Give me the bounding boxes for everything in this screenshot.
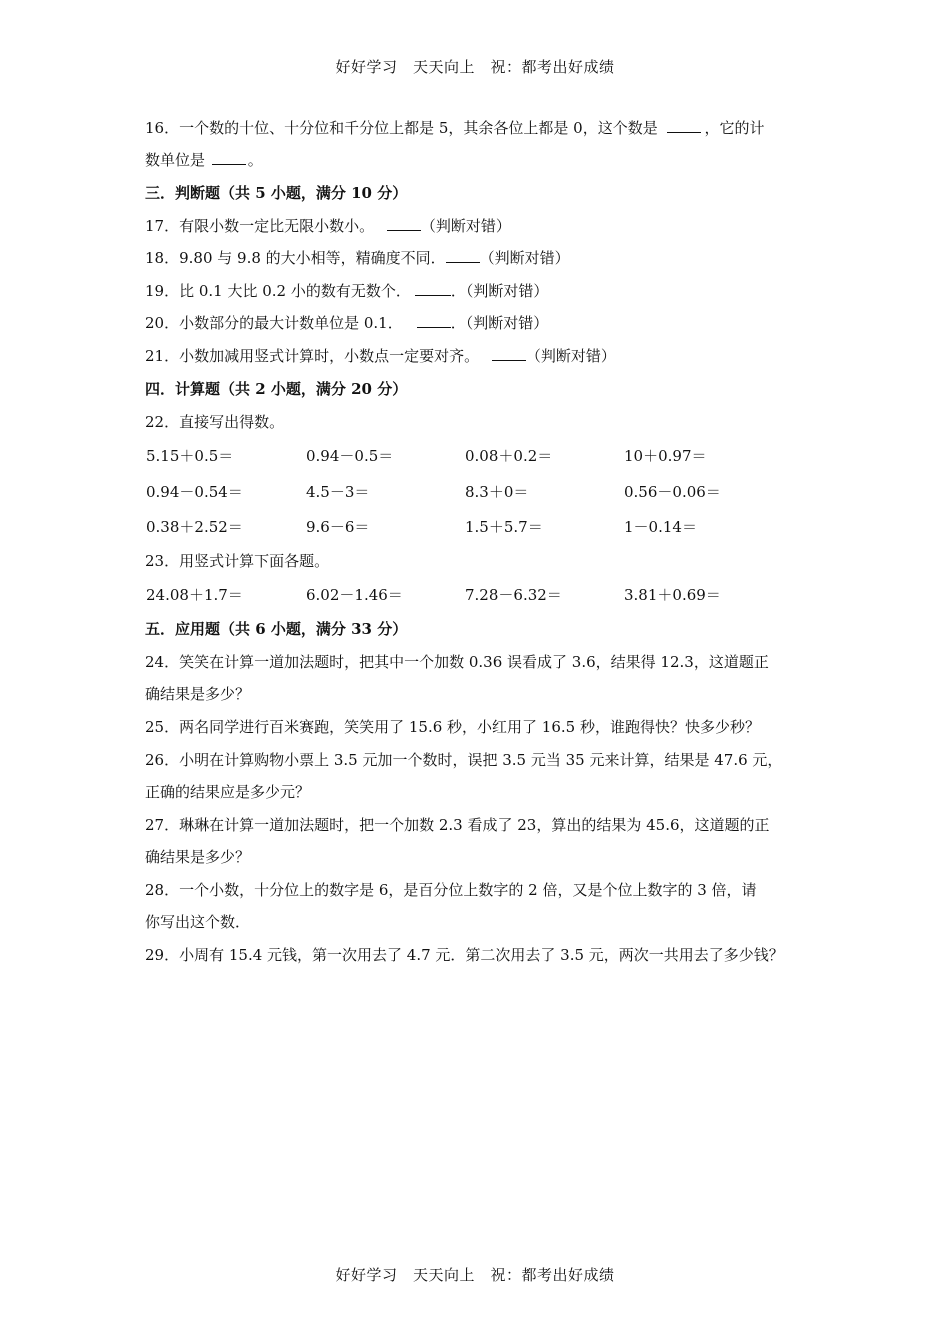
q22-item: 8.3＋0＝ (465, 483, 529, 501)
q19-blank[interactable] (415, 281, 451, 296)
question-26-line-1: 26．小明在计算购物小票上 3.5 元加一个数时，误把 3.5 元当 35 元来计算，结果是 47.6 元， (145, 751, 783, 769)
question-25: 25．两名同学进行百米赛跑，笑笑用了 15.6 秒，小红用了 16.5 秒，谁跑得快？快多少秒？ (145, 718, 760, 736)
q22-item: 0.08＋0.2＝ (465, 447, 553, 465)
q21-text: 21．小数加减用竖式计算时，小数点一定要对齐。 (145, 347, 480, 365)
q23-item: 24.08＋1.7＝ (146, 586, 243, 604)
question-27-line-1: 27．琳琳在计算一道加法题时，把一个加数 2.3 看成了 23，算出的结果为 45.6，这道题的正 (145, 816, 770, 834)
q17-text: 17．有限小数一定比无限小数小。 (145, 217, 375, 235)
question-17 (145, 215, 511, 236)
q16-text-a: 16．一个数的十位、十分位和千分位上都是 5，其余各位上都是 0，这个数是 (145, 119, 658, 137)
q18-suffix: （判断对错） (479, 249, 570, 267)
question-29: 29．小周有 15.4 元钱，第一次用去了 4.7 元．第二次用去了 3.5 元，两次一共用去了多少钱？ (145, 946, 784, 964)
section-3-title: 三．判断题（共 5 小题，满分 10 分） (145, 184, 408, 202)
q19-text: 19．比 0.1 大比 0.2 小的数有无数个． (145, 282, 411, 300)
section-4-title: 四．计算题（共 2 小题，满分 20 分） (145, 380, 408, 398)
question-28-line-1: 28．一个小数，十分位上的数字是 6，是百分位上数字的 2 倍，又是个位上数字的 3 倍，请 (145, 881, 757, 899)
question-16-line-2 (145, 149, 263, 170)
q20-blank[interactable] (417, 313, 451, 328)
q23-row (146, 584, 846, 604)
section-5-title: 五．应用题（共 6 小题，满分 33 分） (145, 620, 408, 638)
page-footer: 好好学习 天天向上 祝：都考出好成绩 (335, 1266, 615, 1284)
q23-item: 6.02－1.46＝ (306, 586, 403, 604)
question-27-line-2: 确结果是多少？ (145, 848, 251, 866)
q22-row-1 (146, 445, 846, 465)
q22-item: 5.15＋0.5＝ (146, 447, 234, 465)
q16-text-d: 。 (247, 151, 263, 169)
q17-suffix: （判断对错） (420, 217, 511, 235)
question-21 (145, 345, 616, 366)
question-28-line-2: 你写出这个数． (145, 913, 251, 931)
question-19 (145, 280, 548, 301)
q22-item: 1－0.14＝ (624, 518, 697, 536)
q18-blank[interactable] (446, 248, 480, 263)
q16-blank-number[interactable] (667, 118, 701, 133)
q20-suffix: ．（判断对错） (450, 314, 549, 332)
question-18 (145, 247, 570, 268)
question-20 (145, 312, 548, 333)
q19-suffix: ．（判断对错） (450, 282, 549, 300)
q23-item: 3.81＋0.69＝ (624, 586, 721, 604)
question-23: 23．用竖式计算下面各题。 (145, 552, 330, 570)
q22-item: 0.94－0.54＝ (146, 483, 243, 501)
question-24-line-2: 确结果是多少？ (145, 685, 251, 703)
q20-text: 20．小数部分的最大计数单位是 0.1． (145, 314, 403, 332)
q22-row-3 (146, 516, 846, 536)
q22-item: 10＋0.97＝ (624, 447, 707, 465)
question-22: 22．直接写出得数。 (145, 413, 285, 431)
q22-item: 4.5－3＝ (306, 483, 370, 501)
q22-item: 0.56－0.06＝ (624, 483, 721, 501)
q22-item: 9.6－6＝ (306, 518, 370, 536)
question-16-line-1 (145, 117, 765, 138)
q21-blank[interactable] (492, 346, 526, 361)
q22-item: 1.5＋5.7＝ (465, 518, 543, 536)
q18-text: 18．9.80 与 9.8 的大小相等，精确度不同． (145, 249, 446, 267)
q16-text-c: 数单位是 (145, 151, 206, 169)
q22-item: 0.94－0.5＝ (306, 447, 394, 465)
question-24-line-1: 24．笑笑在计算一道加法题时，把其中一个加数 0.36 误看成了 3.6，结果得 12.3，这道题正 (145, 653, 769, 671)
q17-blank[interactable] (387, 216, 421, 231)
q22-row-2 (146, 481, 846, 501)
q16-text-b: ，它的计 (704, 119, 765, 137)
q23-item: 7.28－6.32＝ (465, 586, 562, 604)
page-header: 好好学习 天天向上 祝：都考出好成绩 (335, 58, 615, 76)
q16-blank-unit[interactable] (212, 150, 246, 165)
q21-suffix: （判断对错） (525, 347, 616, 365)
q22-item: 0.38＋2.52＝ (146, 518, 243, 536)
question-26-line-2: 正确的结果应是多少元？ (145, 783, 311, 801)
